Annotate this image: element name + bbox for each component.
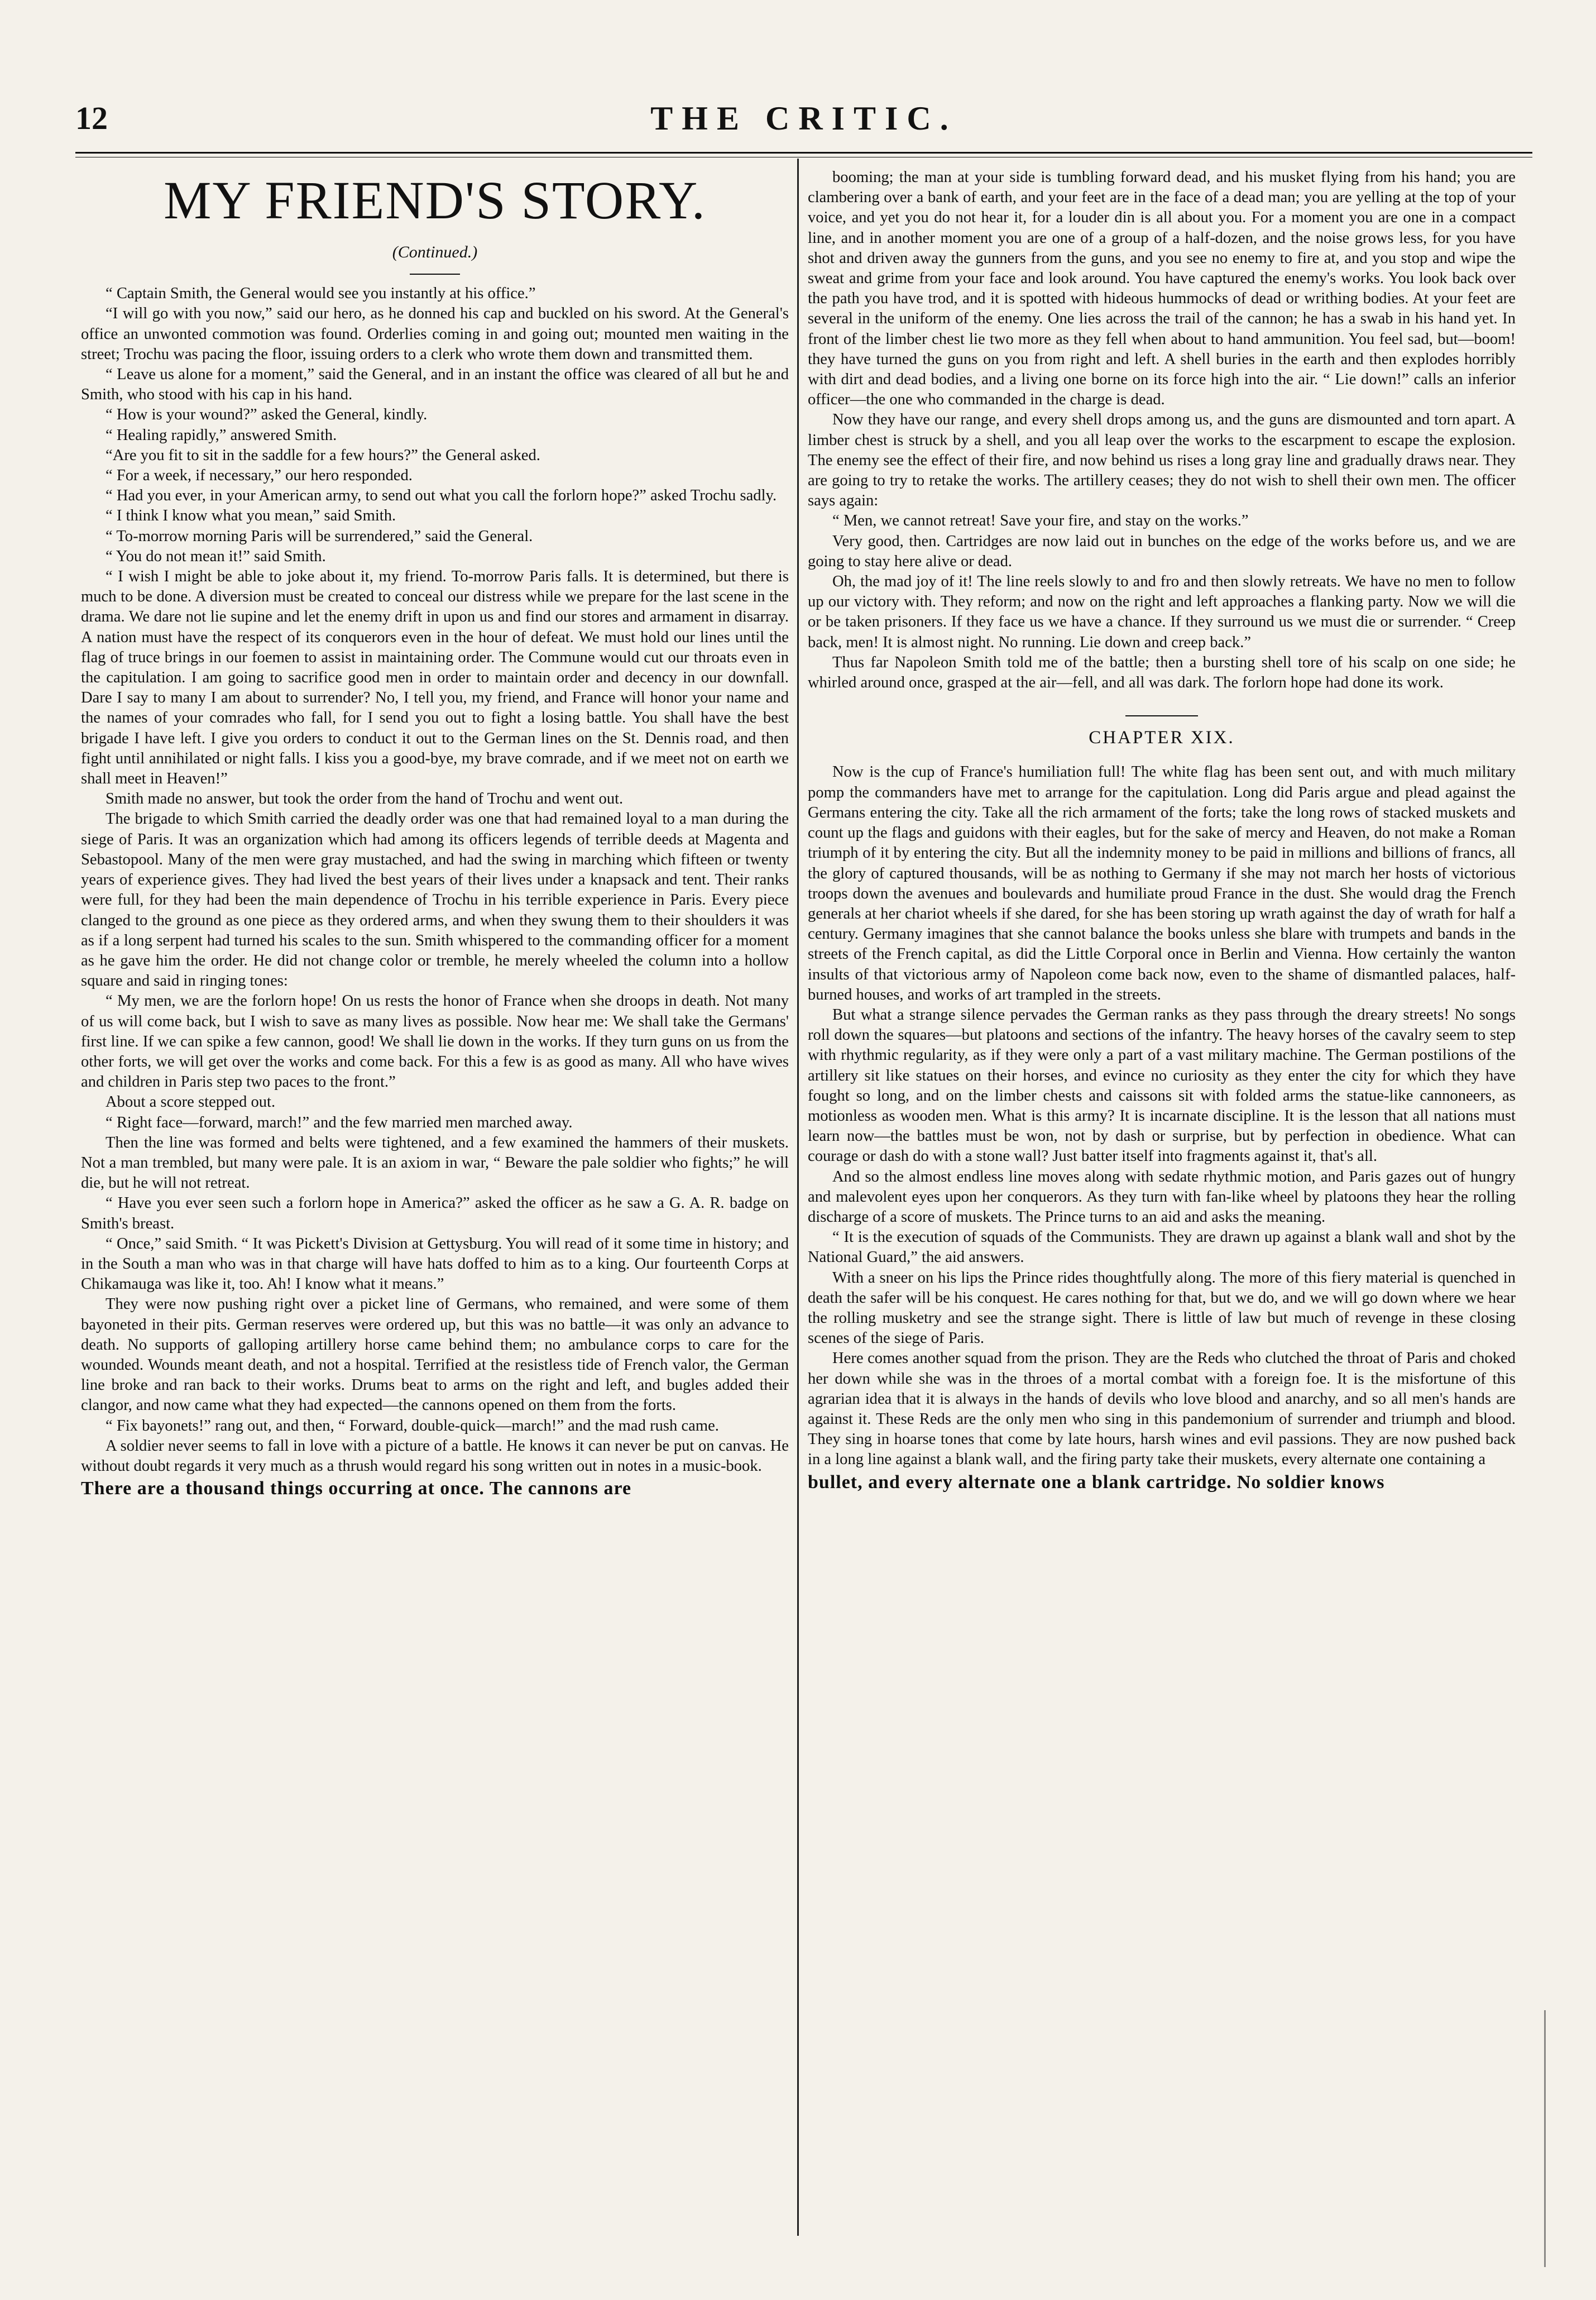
- paragraph: “ You do not mean it!” said Smith.: [106, 547, 326, 565]
- journal-name: THE CRITIC.: [650, 100, 957, 137]
- story-title: MY FRIEND'S STORY.: [164, 170, 706, 230]
- paragraph: Thus far Napoleon Smith told me of the battle; then a bursting shell tore of his scalp on one side; he whirled around once, grasped at the air—fell, and all was dark. The forlorn hope had done its work.: [808, 653, 1516, 692]
- chapter-rule: [1125, 715, 1198, 716]
- paragraph: “ Healing rapidly,” answered Smith.: [106, 426, 337, 444]
- paragraph: “ How is your wound?” asked the General, kindly.: [106, 406, 428, 424]
- paragraph: And so the almost endless line moves along with sedate rhythmic motion, and Paris gazes out of hungry and malevolent eyes upon her conquerors. As they turn with fan-like wheel by platoons they hear the rolling discharge of a score of muskets. The Prince turns to an aid and asks the meaning.: [808, 1168, 1516, 1226]
- paragraph: Here comes another squad from the prison. They are the Reds who clutched the throat of Paris and choked her down while she was in the throes of a mortal combat with a foreign foe. It is the misfortune of this agrarian idea that it is always in the hands of devils who love blood and anarchy, and so all men's hands are against it. These Reds are the only men who sing in this pandemonium of surrender and triumph and blood. They sing in hoarse tones that come by late hours, harsh wines and evil passions. They are now pushed back in a long line against a blank wall, and the firing party take their muskets, every alternate one containing a: [808, 1350, 1516, 1469]
- paragraph: “ Have you ever seen such a forlorn hope in America?” asked the officer as he saw a G. A. R. badge on Smith's breast.: [81, 1194, 789, 1232]
- masthead-rule: [75, 152, 1532, 154]
- right-column: [808, 168, 1516, 2239]
- paragraph: The brigade to which Smith carried the deadly order was one that had remained loyal to a man during the siege of Paris. It was an organization which had among its officers legends of terrible deeds at Magenta and Sebastopool. Many of the men were gray mustached, and had the swing in marching which fifteen or twenty years of experience gives. They had lived the best years of their lives under a knapsack and tent. Their ranks were full, for they had been the main dependence of Trochu in his terrible experience in Paris. Every piece clanged to the ground as one piece as they ordered arms, and when they swung them to their shoulders it was as if a long serpent had turned his scales to the sun. Smith whispered to the commanding officer for a moment as he gave him the order. He did not change color or tremble, he merely wheeled the column into a hollow square and said in ringing tones:: [81, 810, 789, 990]
- paragraph: A soldier never seems to fall in love with a picture of a battle. He knows it can never be put on canvas. He without doubt regards it very much as a thrush would regard his song written out in notes in a music-book.: [81, 1437, 789, 1475]
- right-column-text-upper: [808, 168, 1516, 693]
- left-column-text: [81, 284, 789, 1476]
- paragraph: booming; the man at your side is tumbling forward dead, and his musket flying from his hand; you are clambering over a bank of earth, and your feet are in the face of a dead man; you are yelling at the top of your voice, and yet you do not hear it, for a louder din is all about you. For a moment you are one in a compact line, and in another moment you are one of a group of a half-dozen, and the noise grows less, for you have shot and driven away the gunners from the guns, and you see no enemy to fire at, and you stop and wipe the sweat and grime from your face and look around. You have captured the enemy's works. You look back over the path you have trod, and it is spotted with hideous hummocks of dead or writhing bodies. At your feet are several in the uniform of the enemy. One lies across the trail of the cannon; he has a swab in his hand yet. In front of the limber chest lie two more as they fell when about to hand ammunition. You feel sad, but—boom! they have turned the guns on you from right and left. A shell buries in the earth and then explodes horribly with dirt and dead bodies, and a living one borne on its force high into the air. “ Lie down!” calls an inferior officer—the one who commanded in the charge is dead.: [808, 169, 1516, 409]
- left-column: [81, 168, 789, 2239]
- story-subtitle: (Continued.): [392, 243, 478, 261]
- paragraph: Now is the cup of France's humiliation full! The white flag has been sent out, and with much military pomp the commanders have met to arrange for the capitulation. Long did Paris argue and plead against the Germans entering the city. Take all the rich armament of the forts; take the long rows of stacked muskets and count up the flags and guidons with their eagles, but for the sake of mercy and Heaven, do not make a Roman triumph of it by entering the city. But all the indemnity money to be paid in millions and billions of francs, all the glory of captured thousands, will be as nothing to Germany if she may not march her hosts of victorious troops down the avenues and boulevards and humiliate proud France in the dust. She would drag the French generals at her chariot wheels if she dared, for she has been storing up wrath against the day of wrath for half a century. Germany imagines that she cannot balance the books unless she blare with trumpets and bands in the streets of the French capital, as did the Little Corporal once in Berlin and Vienna. How certainly the wanton insults of that victorious army of Napoleon come back now, even to the shame of dismantled palaces, half-burned houses, and works of art trampled in the streets.: [808, 763, 1516, 1003]
- paragraph: “ For a week, if necessary,” our hero responded.: [106, 467, 413, 485]
- paragraph: With a sneer on his lips the Prince rides thoughtfully along. The more of this fiery material is quenched in death the safer will be his conquest. He cares nothing for that, but we do, and we will go down where we hear the rolling musketry and see the strange sight. There is little of law but much of revenge in these closing scenes of the siege of Paris.: [808, 1269, 1516, 1347]
- paragraph: “ I wish I might be able to joke about it, my friend. To-morrow Paris falls. It is determined, but there is much to be done. A diversion must be created to conceal our distress while we prepare for the last scene in the drama. We dare not lie supine and let the enemy drift in upon us and find our stores and armament in disarray. A nation must have the respect of its conquerors even in the hour of defeat. We must hold our lines until the flag of truce brings in our foemen to assist in maintaining order. The Commune would cut our throats even in the capitulation. I am going to sacrifice good men in order to maintain order and decency in our downfall. Dare I say to many I am about to surrender? No, I tell you, my friend, and France will honor your name and the names of your comrades who fall, for I send you out to fight a losing battle. You shall have the best brigade I have left. I give you orders to conduct it out to the German lines on the St. Dennis road, and then fight until annihilated or night falls. I kiss you a good-bye, my brave comrade, and if we meet not on earth we shall meet in Heaven!”: [81, 568, 789, 788]
- paragraph: “ It is the execution of squads of the Communists. They are drawn up against a blank wall and shot by the National Guard,” the aid answers.: [808, 1228, 1516, 1266]
- paragraph: Smith made no answer, but took the order from the hand of Trochu and went out.: [106, 790, 624, 808]
- paragraph: They were now pushing right over a picket line of Germans, who remained, and were some of them bayoneted in their pits. German reserves were ordered up, but this was no battle—it was only an advance to death. No supports of galloping artillery horse came behind them; no ambulance corps to care for the wounded. Wounds meant death, and not a hospital. Terrified at the resistless tide of French valor, the German line broke and ran back to their works. Drums beat to arms on the right and left, and bugles added their clangor, and now came what they had expected—the cannons opened on them from the forts.: [81, 1295, 789, 1414]
- paragraph: “ Captain Smith, the General would see you instantly at his office.”: [106, 285, 536, 303]
- right-column-text-lower: [808, 762, 1516, 1470]
- left-column-last-line: There are a thousand things occurring at once. The cannons are: [81, 1478, 632, 1499]
- paragraph: “ Right face—forward, march!” and the few married men marched away.: [106, 1113, 573, 1131]
- paragraph: “ To-morrow morning Paris will be surrendered,” said the General.: [106, 527, 533, 545]
- paragraph: “I will go with you now,” said our hero, as he donned his cap and buckled on his sword. At the General's office an unwonted commotion was found. Orderlies coming in and going out; mounted men waiting in the street; Trochu was pacing the floor, issuing orders to a clerk who wrote them down and transmitted them.: [81, 305, 789, 363]
- title-rule: [410, 274, 460, 275]
- column-divider: [797, 159, 799, 2236]
- paragraph: Now they have our range, and every shell drops among us, and the guns are dismounted and torn apart. A limber chest is struck by a shell, and you all leap over the works to the escarpment to escape the explosion. The enemy see the effect of their fire, and now behind us rises a long gray line and gradually draws near. They are going to try to retake the works. The artillery ceases; they do not wish to shell their own men. The officer says again:: [808, 411, 1516, 510]
- paragraph: But what a strange silence pervades the German ranks as they pass through the dreary streets! No songs roll down the squares—but platoons and sections of the infantry. The heavy horses of the cavalry seem to step with rhythmic regularity, as if they were only a part of a vast military machine. The German postilions of the artillery sit like statues on their horses, and evince no curiosity as they enter the city for which they have fought so long, and on the limber chests and caissons sit with folded arms the statue-like cannoneers, as motionless as wooden men. What is this army? It is incarnate discipline. It is the lesson that all nations must learn now—the battles must be won, not by dash or surprise, but by perfection in obedience. What can courage or dash do with a stone wall? Just batter itself into fragments against it, that's all.: [808, 1006, 1516, 1165]
- paragraph: “ Fix bayonets!” rang out, and then, “ Forward, double-quick—march!” and the mad rush came.: [106, 1417, 719, 1434]
- page-number: 12: [75, 100, 108, 136]
- paragraph: Very good, then. Cartridges are now laid out in bunches on the edge of the works before us, and we are going to stay here alive or dead.: [808, 532, 1516, 570]
- paragraph: About a score stepped out.: [106, 1093, 276, 1111]
- paragraph: “ Men, we cannot retreat! Save your fire, and stay on the works.”: [832, 512, 1249, 530]
- paragraph: Then the line was formed and belts were tightened, and a few examined the hammers of their muskets. Not a man trembled, but many were pale. It is an axiom in war, “ Beware the pale soldier who fights;” he will die, but he will not retreat.: [81, 1134, 789, 1192]
- paragraph: “ Leave us alone for a moment,” said the General, and in an instant the office was cleared of all but he and Smith, who stood with his cap in his hand.: [81, 366, 789, 404]
- paragraph: “ Had you ever, in your American army, to send out what you call the forlorn hope?” asked Trochu sadly.: [106, 487, 777, 505]
- paragraph: Oh, the mad joy of it! The line reels slowly to and fro and then slowly retreats. We have no men to follow up our victory with. They reform; and now on the right and left approaches a flanking party. Now we will die or be taken prisoners. If they face us we have a chance. If they surround us we must die or surrender. “ Creep back, men! It is almost night. No running. Lie down and creep back.”: [808, 573, 1516, 651]
- paragraph: “Are you fit to sit in the saddle for a few hours?” the General asked.: [106, 446, 540, 464]
- chapter-heading: CHAPTER XIX.: [1089, 728, 1235, 748]
- paragraph: “ My men, we are the forlorn hope! On us rests the honor of France when she droops in death. Not many of us will come back, but I wish to save as many lives as possible. Now hear me: We shall take the Germans' first line. If we can spike a few cannon, good! We shall lie down in the works. If they turn guns on us from the other forts, we will get over the works and come back. For this a few is as good as many. All who have wives and children in Paris step two paces to the front.”: [81, 992, 789, 1091]
- paragraph: “ I think I know what you mean,” said Smith.: [106, 507, 396, 525]
- paragraph: “ Once,” said Smith. “ It was Pickett's Division at Gettysburg. You will read of it some time in history; and in the South a man who was in that charge will have hats doffed to him as to a king. Our fourteenth Corps at Chikamauga was like it, too. Ah! I know what it means.”: [81, 1235, 789, 1293]
- page-edge-mark: [1544, 2010, 1579, 2267]
- right-column-last-line: bullet, and every alternate one a blank cartridge. No soldier knows: [808, 1471, 1385, 1493]
- masthead: [75, 99, 1532, 144]
